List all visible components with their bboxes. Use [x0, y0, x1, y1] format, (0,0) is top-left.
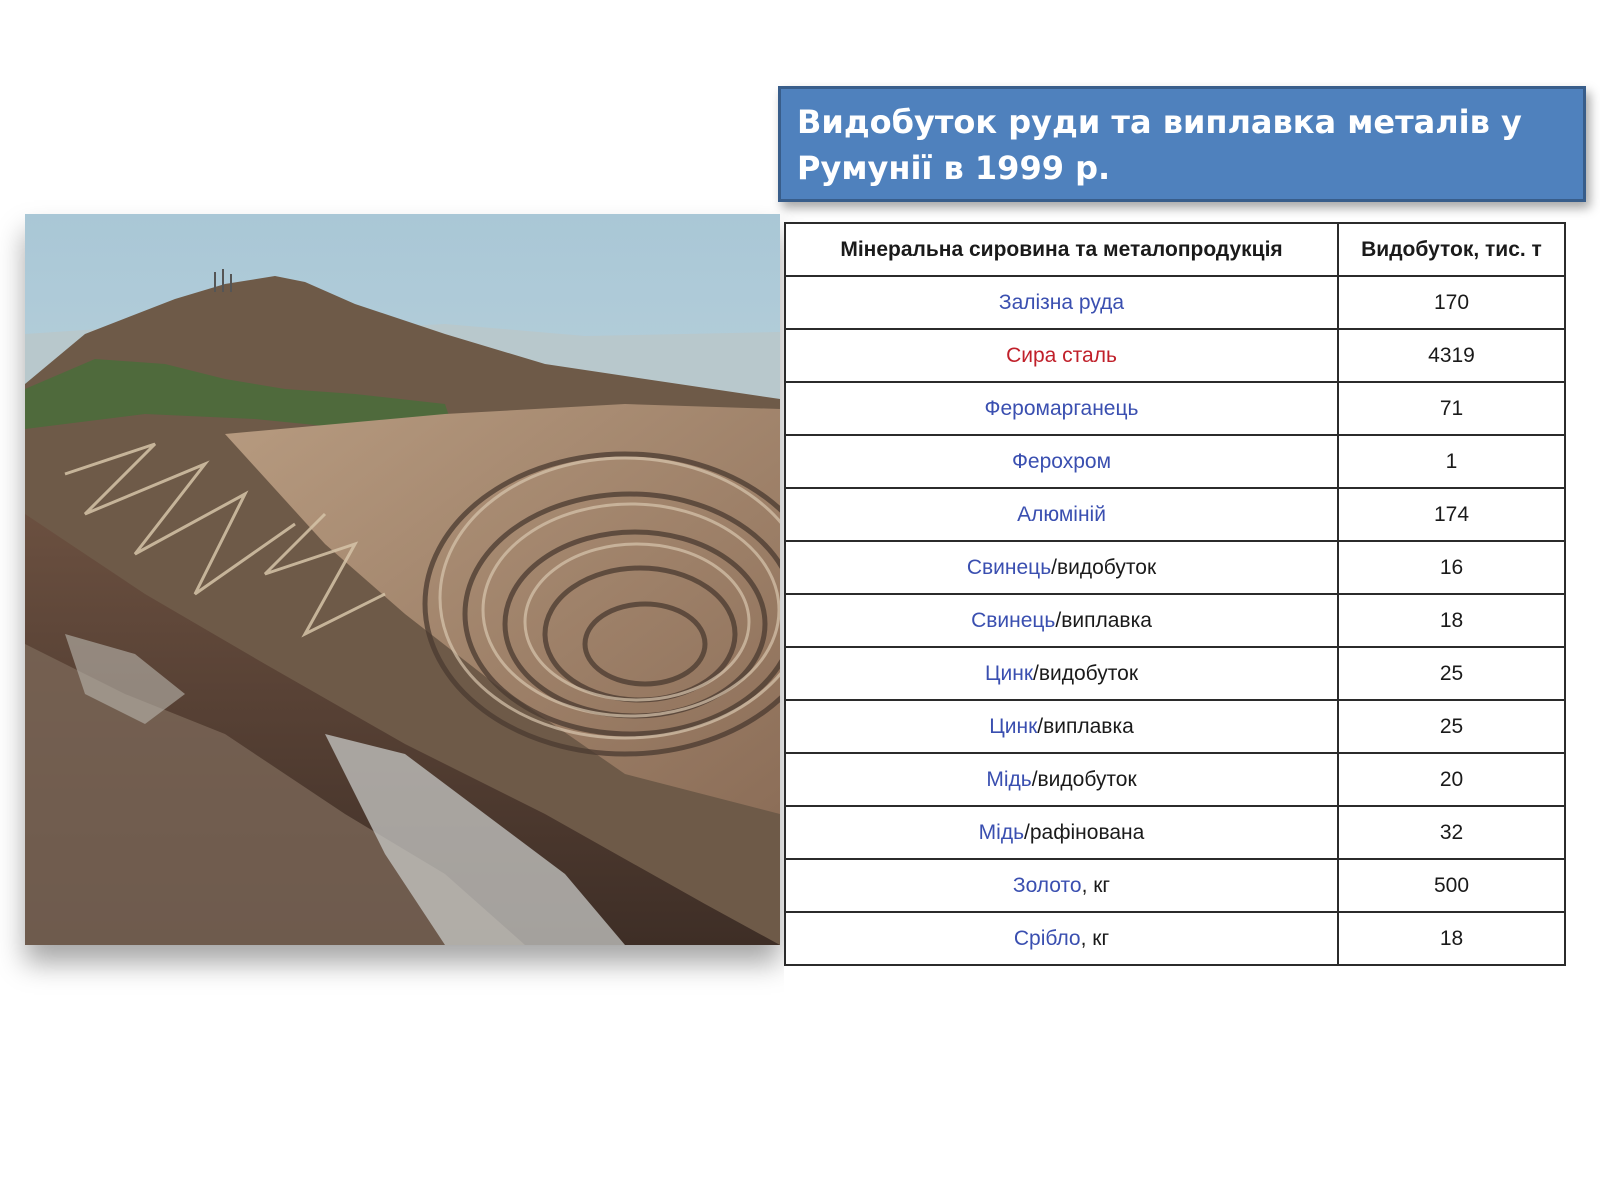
mineral-link[interactable]: Залізна руда: [998, 290, 1125, 314]
production-value: 25: [1338, 700, 1565, 753]
table-row: [785, 435, 1565, 488]
table-row: [785, 859, 1565, 912]
table-row: [785, 329, 1565, 382]
table-row: [785, 382, 1565, 435]
production-value: 18: [1338, 594, 1565, 647]
header-production: Видобуток, тис. т: [1338, 223, 1565, 276]
mineral-cell: [785, 912, 1338, 965]
mineral-cell: [785, 329, 1338, 382]
mineral-cell: [785, 700, 1338, 753]
mineral-link[interactable]: Срібло: [1013, 926, 1081, 950]
mineral-suffix: , кг: [1081, 873, 1111, 897]
mineral-cell: [785, 541, 1338, 594]
mineral-link[interactable]: Мідь: [986, 767, 1032, 791]
mineral-suffix: /рафінована: [1024, 820, 1145, 844]
production-value: 1: [1338, 435, 1565, 488]
mineral-cell: [785, 594, 1338, 647]
mineral-cell: [785, 488, 1338, 541]
mineral-link[interactable]: Золото: [1012, 873, 1082, 897]
mineral-link[interactable]: Алюміній: [1017, 502, 1106, 526]
mineral-suffix: /видобуток: [1033, 661, 1139, 685]
mineral-cell: [785, 753, 1338, 806]
table-row: [785, 647, 1565, 700]
table-row: [785, 700, 1565, 753]
production-value: 16: [1338, 541, 1565, 594]
mineral-cell: [785, 859, 1338, 912]
mineral-cell: [785, 382, 1338, 435]
mineral-link[interactable]: Свинець: [971, 608, 1056, 632]
table-row: [785, 276, 1565, 329]
production-value: 18: [1338, 912, 1565, 965]
production-value: 20: [1338, 753, 1565, 806]
mineral-link[interactable]: Цинк: [984, 661, 1034, 685]
mineral-link[interactable]: Феромарганець: [984, 396, 1139, 420]
mineral-link[interactable]: Сира сталь: [1006, 343, 1117, 367]
mineral-cell: [785, 806, 1338, 859]
production-value: 174: [1338, 488, 1565, 541]
mineral-cell: [785, 435, 1338, 488]
slide-title: Видобуток руди та виплавка металів у Румунії в 1999 р.: [778, 86, 1586, 202]
open-pit-mine-photo: [25, 214, 780, 945]
mineral-suffix: , кг: [1080, 926, 1110, 950]
table-row: [785, 806, 1565, 859]
mineral-suffix: /видобуток: [1031, 767, 1137, 791]
mineral-suffix: /виплавка: [1055, 608, 1152, 632]
mineral-suffix: /видобуток: [1051, 555, 1157, 579]
mineral-cell: [785, 647, 1338, 700]
production-value: 25: [1338, 647, 1565, 700]
production-table-wrapper: [784, 222, 1564, 998]
mineral-link[interactable]: Мідь: [978, 820, 1025, 844]
mineral-suffix: /виплавка: [1037, 714, 1134, 738]
mineral-link[interactable]: Ферохром: [1011, 449, 1112, 473]
header-mineral: Мінеральна сировина та металопродукція: [785, 223, 1338, 276]
table-header-row: [785, 223, 1565, 276]
production-value: 32: [1338, 806, 1565, 859]
mineral-link[interactable]: Свинець: [966, 555, 1052, 579]
production-table: [784, 222, 1566, 966]
production-value: 4319: [1338, 329, 1565, 382]
table-row: [785, 753, 1565, 806]
mineral-link[interactable]: Цинк: [989, 714, 1038, 738]
mineral-cell: [785, 276, 1338, 329]
table-row: [785, 594, 1565, 647]
production-value: 71: [1338, 382, 1565, 435]
table-row: [785, 488, 1565, 541]
production-value: 500: [1338, 859, 1565, 912]
table-row: [785, 541, 1565, 594]
table-row: [785, 912, 1565, 965]
production-value: 170: [1338, 276, 1565, 329]
